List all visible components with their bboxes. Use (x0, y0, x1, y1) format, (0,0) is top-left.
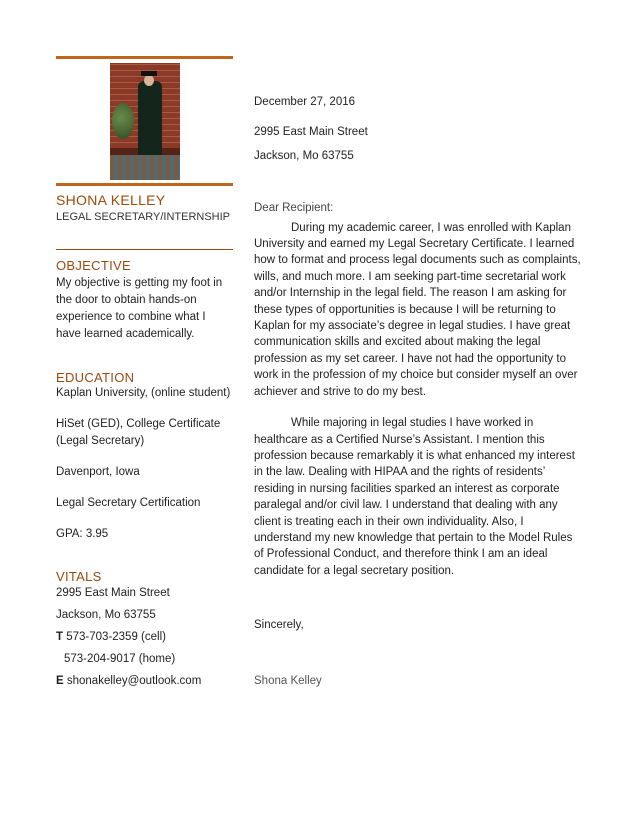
letter-signature: Shona Kelley (254, 674, 322, 687)
phone-label: T (56, 631, 64, 643)
vitals-email (56, 673, 233, 690)
vitals-cell-phone (56, 629, 233, 646)
cell-number: 573-703-2359 (cell) (66, 631, 166, 643)
vitals-home-phone: 573-204-9017 (home) (64, 653, 176, 665)
photo-divider (56, 183, 233, 186)
letter-street: 2995 East Main Street (254, 126, 368, 139)
objective-heading: OBJECTIVE (56, 258, 131, 273)
education-item: Kaplan University, (online student) (56, 387, 231, 399)
cover-letter (254, 94, 584, 689)
vitals-street: 2995 East Main Street (56, 587, 170, 599)
education-item: Davenport, Iowa (56, 466, 140, 478)
candidate-title: LEGAL SECRETARY/INTERNSHIP (56, 211, 231, 223)
sidebar (56, 56, 233, 690)
top-divider (56, 56, 233, 59)
education-heading: EDUCATION (56, 370, 135, 385)
education-item: HiSet (GED), College Certificate (Legal Secretary) (56, 418, 221, 447)
letter-salutation: Dear Recipient: (254, 202, 334, 215)
vitals-city: Jackson, Mo 63755 (56, 609, 156, 621)
profile-photo (110, 63, 180, 180)
email-label: E (56, 675, 64, 687)
section-divider (56, 249, 233, 250)
objective-text: My objective is getting my foot in the door to obtain hands-on experience to combine what I have learned academically. (56, 277, 223, 340)
vitals-heading: VITALS (56, 569, 102, 584)
letter-date: December 27, 2016 (254, 96, 356, 108)
education-item: GPA: 3.95 (56, 528, 109, 540)
letter-city: Jackson, Mo 63755 (254, 149, 354, 162)
letter-paragraph: During my academic career, I was enrolled with Kaplan University and earned my Legal Secretary Certificate. I learned how to format and process legal documents such as complaints, wills, and much more. I am seeking part-time secretarial work and/or Internship in the legal field. The reason I am asking for these types of opportunities is because I will be returning to Kaplan for my associate’s degree in legal studies. I have great communication skills and excited about making the legal profession as my set career. I have not had the opportunity to work in the profession of my choice but consider myself an over achiever and strive to do my best. (254, 221, 581, 398)
letter-closing: Sincerely, (254, 619, 304, 632)
candidate-name: SHONA KELLEY (56, 192, 166, 208)
email-address: shonakelley@outlook.com (66, 675, 202, 687)
education-item: Legal Secretary Certification (56, 497, 201, 509)
letter-paragraph: While majoring in legal studies I have worked in healthcare as a Certified Nurse’s Assistant. I mention this profession because remarkably it is what enhanced my interest in the law. Dealing with HIPAA and the rights of residents’ residing in nursing facilities sparked an interest as corporate paralegal and/or civil law. I understand that dealing with any client is treating each in their own individuality. Also, I understand my new knowledge that pertain to the Model Rules of Professional Conduct, and therefore think I am an ideal candidate for a legal secretary position. (254, 417, 575, 577)
